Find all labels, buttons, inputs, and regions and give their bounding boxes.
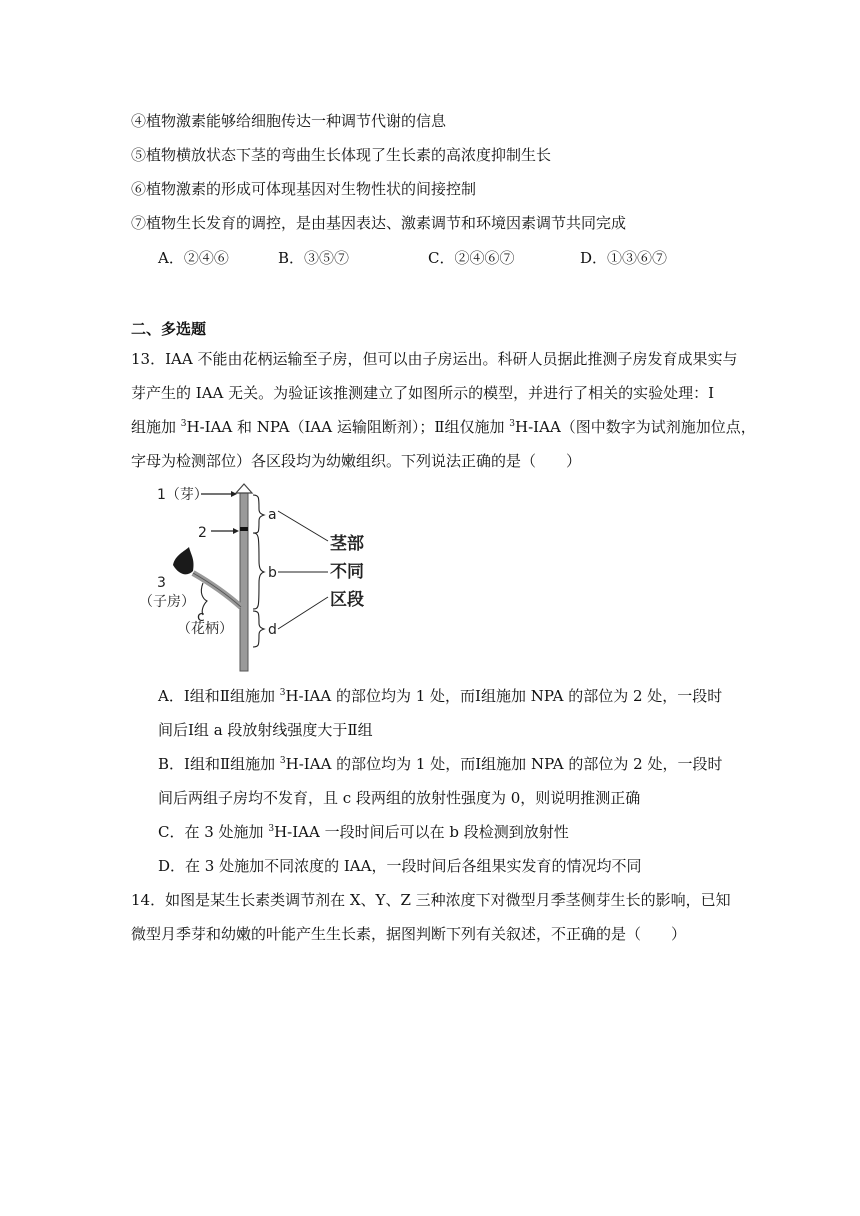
label-c: c: [197, 609, 205, 625]
q13-option-a-line-2: 间后Ⅰ组 a 段放射线强度大于Ⅱ组: [158, 721, 373, 739]
statement-4: ④植物激素能够给细胞传达一种调节代谢的信息: [131, 112, 447, 130]
brace-a: [253, 495, 264, 533]
site-2-marker: [240, 527, 248, 531]
region-label-line-3: 区段: [330, 590, 364, 610]
q13-option-a-line-1: A．Ⅰ组和Ⅱ组施加 $^3$H-IAA 的部位均为 1 处，而Ⅰ组施加 NPA 的部位为 2 处，一段时: [158, 687, 723, 705]
q14-line-1: 14．如图是某生长素类调节剂在 X、Y、Z 三种浓度下对微型月季茎侧芽生长的影响，已知: [131, 891, 731, 909]
label-d: d: [268, 622, 277, 638]
brace-d: [253, 611, 264, 647]
section-title: 二、多选题: [131, 320, 207, 338]
q12-option-c: C．②④⑥⑦: [428, 249, 515, 267]
stem-bar: [240, 491, 248, 671]
statement-7: ⑦植物生长发育的调控，是由基因表达、激素调节和环境因素调节共同完成: [131, 214, 627, 232]
q12-option-d: D．①③⑥⑦: [580, 249, 668, 267]
statement-6: ⑥植物激素的形成可体现基因对生物性状的间接控制: [131, 180, 477, 198]
q12-option-b: B．③⑤⑦: [278, 249, 350, 267]
bud-arrow-icon: [236, 484, 252, 493]
flower-stalk: [193, 573, 241, 607]
brace-b: [253, 533, 264, 609]
q13-line-2: 芽产生的 IAA 无关。为验证该推测建立了如图所示的模型，并进行了相关的实验处理：Ⅰ: [131, 384, 715, 402]
label-3: 3: [157, 575, 166, 591]
label-flower-stalk: （花柄）: [177, 621, 233, 637]
region-label-line-1: 茎部: [330, 534, 364, 554]
q13-option-b-line-2: 间后两组子房均不发育，且 c 段两组的放射性强度为 0，则说明推测正确: [158, 789, 641, 807]
arrow-2-icon: [233, 528, 239, 534]
label-1-bud: 1（芽）: [157, 487, 208, 503]
ovary-shape: [173, 547, 194, 574]
q13-line-4: 字母为检测部位）各区段均为幼嫩组织。下列说法正确的是（ ）: [131, 452, 582, 470]
q13-line-1: 13．IAA 不能由花柄运输至子房，但可以由子房运出。科研人员据此推测子房发育成果实与: [131, 350, 738, 368]
q12-option-a: A．②④⑥: [158, 249, 229, 267]
q14-line-2: 微型月季芽和幼嫩的叶能产生生长素，据图判断下列有关叙述，不正确的是（ ）: [131, 925, 687, 943]
label-ovary: （子房）: [139, 594, 195, 610]
stem-model-figure: [139, 481, 385, 676]
arrow-1-icon: [231, 491, 237, 497]
label-a: a: [268, 507, 277, 523]
q13-option-b-line-1: B．Ⅰ组和Ⅱ组施加 $^3$H-IAA 的部位均为 1 处，而Ⅰ组施加 NPA 的部位为 2 处，一段时: [158, 755, 723, 773]
q13-option-c: C．在 3 处施加 $^3$H-IAA 一段时间后可以在 b 段检测到放射性: [158, 823, 569, 841]
region-label-line-2: 不同: [330, 562, 364, 582]
q13-line-3: 组施加 $^3$H-IAA 和 NPA（IAA 运输阻断剂）；Ⅱ组仅施加 $^3$H-IAA（图中数字为试剂施加位点，: [131, 418, 756, 436]
q13-option-d: D．在 3 处施加不同浓度的 IAA，一段时间后各组果实发育的情况均不同: [158, 857, 642, 875]
label-2: 2: [198, 525, 207, 541]
statement-5: ⑤植物横放状态下茎的弯曲生长体现了生长素的高浓度抑制生长: [131, 146, 552, 164]
label-b: b: [268, 565, 277, 581]
